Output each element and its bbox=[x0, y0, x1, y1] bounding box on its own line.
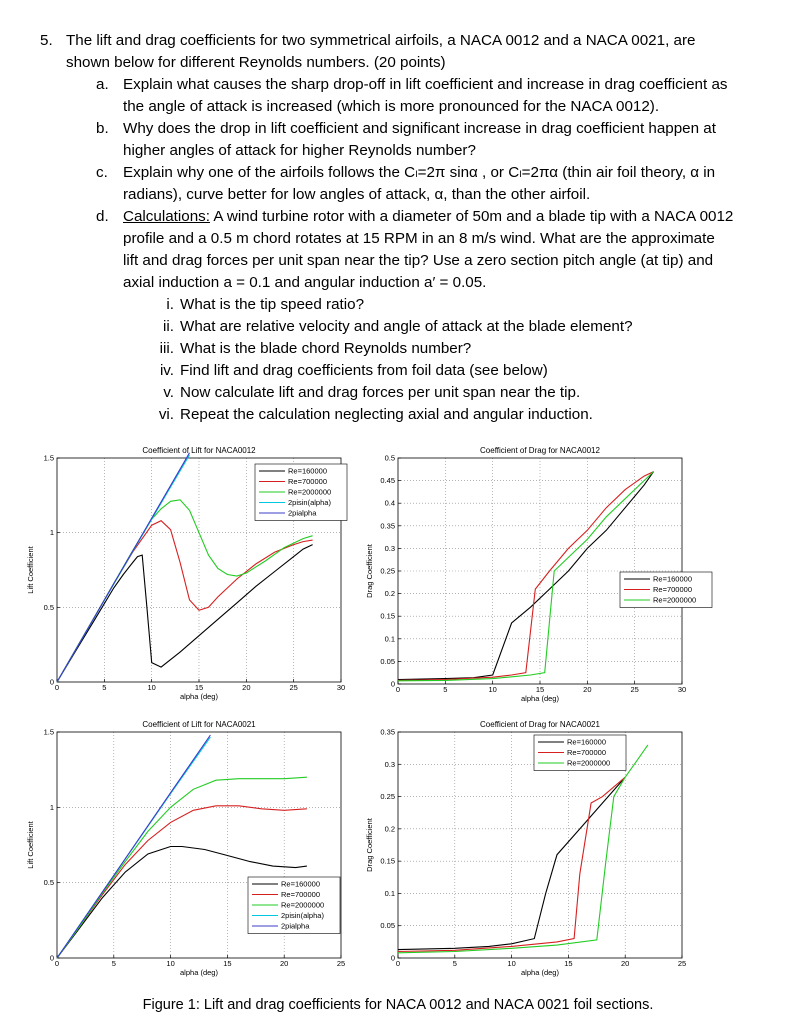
part-label-a: a. bbox=[96, 76, 109, 93]
subpart-ii-text: What are relative velocity and angle of attack at the blade element? bbox=[180, 318, 633, 335]
x-tick-label: 10 bbox=[147, 683, 156, 692]
chart-lift-naca0021 bbox=[0, 715, 401, 995]
legend-label: Re=2000000 bbox=[653, 595, 697, 605]
series-line-re700000 bbox=[57, 521, 313, 682]
legend bbox=[255, 464, 347, 521]
legend bbox=[620, 572, 712, 608]
subpart-label-iv: iv. bbox=[159, 362, 174, 379]
x-tick-label: 10 bbox=[507, 959, 516, 968]
y-tick-label: 0.4 bbox=[384, 498, 395, 508]
y-axis-label: Lift Coefficient bbox=[26, 546, 35, 594]
subpart-vi-text: Repeat the calculation neglecting axial and angular induction. bbox=[180, 406, 593, 423]
series-line-re2000000 bbox=[57, 500, 313, 682]
x-axis-label: alpha (deg) bbox=[521, 694, 559, 703]
chart-drag-naca0021 bbox=[365, 715, 796, 995]
legend-label: 2pisin(alpha) bbox=[288, 498, 331, 508]
chart-lift-naca0012 bbox=[0, 440, 401, 715]
part-c-line-1: Explain why one of the airfoils follows the Cₗ=2π sinα , or Cₗ=2πα (thin air foil theory, α in bbox=[123, 164, 716, 181]
series-line-re2000000 bbox=[398, 472, 654, 681]
series-line-re700000 bbox=[398, 472, 654, 681]
question-number: 5. bbox=[40, 32, 53, 49]
series-line-re2000000 bbox=[398, 745, 648, 953]
plot-group bbox=[365, 720, 686, 977]
part-c-line-2: radians), curve better for low angles of attack, α, than the other airfoil. bbox=[123, 186, 591, 203]
part-d-line-4: axial induction a = 0.1 and angular induction a′ = 0.05. bbox=[123, 274, 487, 291]
y-tick-label: 0.1 bbox=[384, 888, 395, 898]
series-line-twopialpha bbox=[57, 735, 210, 958]
part-label-c: c. bbox=[96, 164, 108, 181]
x-axis-label: alpha (deg) bbox=[180, 692, 218, 701]
figure-caption: Figure 1: Lift and drag coefficients for NACA 0012 and NACA 0021 foil sections. bbox=[142, 997, 654, 1013]
plot-group bbox=[365, 446, 712, 703]
series-line-twopialpha bbox=[57, 453, 190, 682]
x-tick-label: 20 bbox=[621, 959, 630, 968]
x-axis-label: alpha (deg) bbox=[521, 968, 559, 977]
x-tick-label: 15 bbox=[223, 959, 232, 968]
subpart-label-ii: ii. bbox=[163, 318, 174, 335]
subpart-iv-text: Find lift and drag coefficients from foil data (see below) bbox=[180, 362, 548, 379]
legend-label: Re=160000 bbox=[281, 879, 320, 889]
y-axis-label: Drag Coefficient bbox=[365, 818, 374, 872]
legend-label: Re=160000 bbox=[288, 466, 327, 476]
x-tick-label: 10 bbox=[488, 685, 497, 694]
chart-title: Coefficient of Drag for NACA0012 bbox=[480, 446, 600, 455]
question-intro-line-2: shown below for different Reynolds numbers. (20 points) bbox=[66, 54, 446, 71]
legend-label: Re=2000000 bbox=[288, 487, 332, 497]
legend-label: Re=700000 bbox=[288, 477, 327, 487]
subpart-label-v: v. bbox=[163, 384, 174, 401]
y-tick-label: 0.3 bbox=[384, 543, 395, 553]
y-tick-label: 0.35 bbox=[380, 521, 395, 531]
y-tick-label: 0 bbox=[49, 677, 54, 687]
legend-label: Re=700000 bbox=[567, 748, 606, 758]
y-tick-label: 0.5 bbox=[384, 453, 395, 463]
subpart-label-iii: iii. bbox=[159, 340, 174, 357]
y-tick-label: 0.25 bbox=[380, 792, 395, 802]
calculations-heading: Calculations: bbox=[123, 208, 210, 225]
y-tick-label: 0.05 bbox=[380, 921, 395, 931]
x-tick-label: 0 bbox=[395, 959, 401, 968]
x-axis-label: alpha (deg) bbox=[180, 968, 218, 977]
y-axis-label: Drag Coefficient bbox=[365, 544, 374, 598]
x-tick-label: 20 bbox=[242, 683, 251, 692]
subpart-label-i: i. bbox=[166, 296, 174, 313]
x-tick-label: 10 bbox=[166, 959, 175, 968]
subpart-iii-text: What is the blade chord Reynolds number? bbox=[180, 340, 472, 357]
subpart-i-text: What is the tip speed ratio? bbox=[180, 296, 365, 313]
y-tick-label: 0.1 bbox=[384, 634, 395, 644]
part-b-line-2: higher angles of attack for higher Reynolds number? bbox=[123, 142, 476, 159]
y-tick-label: 0 bbox=[49, 953, 54, 963]
x-tick-label: 20 bbox=[583, 685, 592, 694]
y-tick-label: 0.5 bbox=[43, 878, 54, 888]
part-d-line-1-text: A wind turbine rotor with a diameter of 50m and a blade tip with a NACA 0012 bbox=[209, 208, 734, 225]
x-tick-label: 15 bbox=[535, 685, 545, 694]
y-tick-label: 1 bbox=[49, 528, 54, 538]
y-tick-label: 0.2 bbox=[384, 824, 395, 834]
y-tick-label: 0 bbox=[390, 679, 395, 689]
legend-label: 2pialpha bbox=[288, 508, 317, 518]
x-tick-label: 15 bbox=[194, 683, 204, 692]
y-tick-label: 0.5 bbox=[43, 602, 54, 612]
x-tick-label: 30 bbox=[677, 685, 687, 694]
legend-label: Re=2000000 bbox=[281, 900, 325, 910]
part-d-line-3: lift and drag forces per unit span near the tip? Use a zero section pitch angle (at tip) and bbox=[123, 252, 714, 269]
legend-label: Re=160000 bbox=[653, 574, 692, 584]
y-tick-label: 0.15 bbox=[380, 611, 395, 621]
part-a-line-2: the angle of attack is increased (which is more pronounced for the NACA 0012). bbox=[123, 98, 660, 115]
subpart-label-vi: vi. bbox=[158, 406, 174, 423]
x-tick-label: 5 bbox=[102, 683, 107, 692]
y-tick-label: 1.5 bbox=[43, 727, 54, 737]
subpart-v-text: Now calculate lift and drag forces per unit span near the tip. bbox=[180, 384, 581, 401]
y-tick-label: 0.2 bbox=[384, 589, 395, 599]
y-tick-label: 1 bbox=[49, 802, 54, 812]
legend-label: 2pialpha bbox=[281, 921, 310, 931]
x-tick-label: 5 bbox=[443, 685, 448, 694]
y-tick-label: 0 bbox=[390, 953, 395, 963]
legend bbox=[534, 735, 626, 771]
part-d-line-2: profile and a 0.5 m chord rotates at 15 RPM in an 8 m/s wind. What are the approximate bbox=[123, 230, 715, 247]
x-tick-label: 0 bbox=[54, 959, 60, 968]
y-tick-label: 0.15 bbox=[380, 856, 395, 866]
x-tick-label: 20 bbox=[280, 959, 289, 968]
x-tick-label: 25 bbox=[289, 683, 298, 692]
x-tick-label: 0 bbox=[54, 683, 60, 692]
y-tick-label: 0.25 bbox=[380, 566, 395, 576]
legend-label: Re=2000000 bbox=[567, 758, 611, 768]
legend bbox=[248, 877, 340, 934]
y-tick-label: 0.05 bbox=[380, 656, 395, 666]
legend-label: Re=160000 bbox=[567, 737, 606, 747]
legend-label: Re=700000 bbox=[653, 585, 692, 595]
part-a-line-1: Explain what causes the sharp drop-off in lift coefficient and increase in drag coefficient as bbox=[123, 76, 728, 93]
y-tick-label: 0.45 bbox=[380, 476, 395, 486]
chart-title: Coefficient of Lift for NACA0012 bbox=[142, 446, 256, 455]
part-b-line-1: Why does the drop in lift coefficient and significant increase in drag coefficient happen at bbox=[123, 120, 716, 137]
x-tick-label: 30 bbox=[336, 683, 346, 692]
y-tick-label: 0.35 bbox=[380, 727, 395, 737]
chart-title: Coefficient of Drag for NACA0021 bbox=[480, 720, 600, 729]
legend-label: 2pisin(alpha) bbox=[281, 911, 324, 921]
x-tick-label: 5 bbox=[452, 959, 457, 968]
series-line-re160000 bbox=[57, 545, 313, 682]
x-tick-label: 0 bbox=[395, 685, 401, 694]
x-tick-label: 25 bbox=[630, 685, 639, 694]
x-tick-label: 25 bbox=[677, 959, 687, 968]
part-d-line-1 bbox=[123, 206, 733, 228]
grid bbox=[398, 458, 682, 684]
question-intro-line-1: The lift and drag coefficients for two symmetrical airfoils, a NACA 0012 and a NACA 0021, are bbox=[66, 32, 696, 49]
legend-label: Re=700000 bbox=[281, 890, 320, 900]
chart-title: Coefficient of Lift for NACA0021 bbox=[142, 720, 256, 729]
chart-drag-naca0012 bbox=[365, 440, 796, 715]
series-line-re160000 bbox=[398, 472, 654, 680]
y-tick-label: 1.5 bbox=[43, 453, 54, 463]
x-tick-label: 5 bbox=[111, 959, 116, 968]
part-label-b: b. bbox=[96, 120, 109, 137]
x-tick-label: 15 bbox=[564, 959, 573, 968]
y-tick-label: 0.3 bbox=[384, 759, 395, 769]
x-tick-label: 25 bbox=[336, 959, 346, 968]
y-axis-label: Lift Coefficient bbox=[26, 821, 35, 869]
part-label-d: d. bbox=[96, 208, 109, 225]
